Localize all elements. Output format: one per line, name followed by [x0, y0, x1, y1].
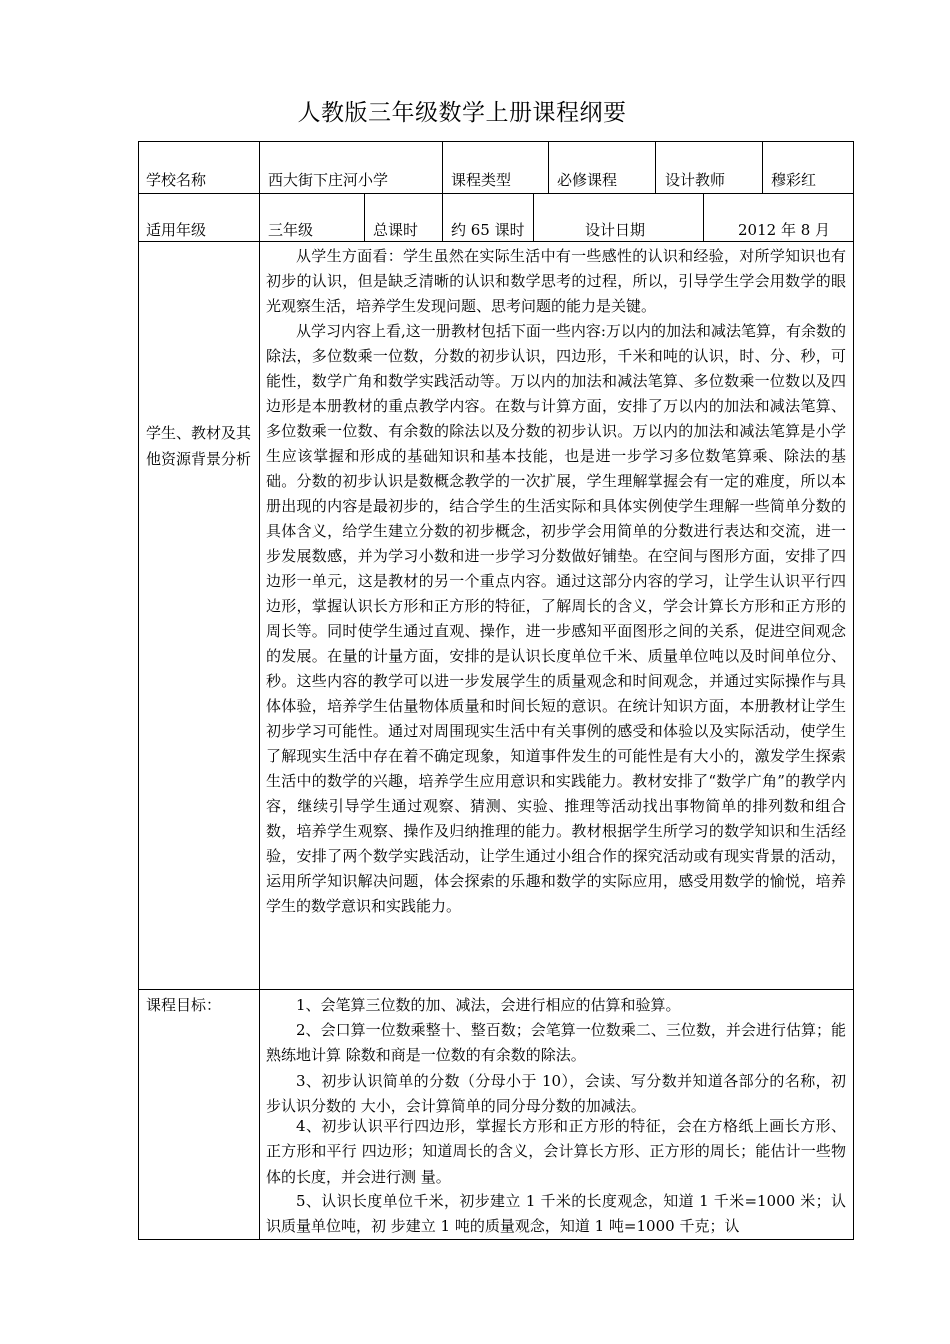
row-divider	[138, 989, 854, 990]
total-hours-label: 总课时	[373, 221, 419, 239]
column-divider	[762, 141, 763, 193]
course-type-value: 必修课程	[557, 171, 618, 189]
table-border-left	[138, 141, 139, 1240]
column-divider	[442, 141, 443, 193]
goal-item: 1、会笔算三位数的加、减法，会进行相应的估算和验算。	[296, 996, 681, 1014]
column-divider	[533, 193, 534, 241]
goal-item: 4、初步认识平行四边形，掌握长方形和正方形的特征，会在方格纸上画长方形、 正方形和平行 四边形；知道周长的含义，会计算长方形、正方形的周长；能估计一些物体的长度，并会进行测 量。	[266, 1117, 846, 1186]
design-date-label: 设计日期	[585, 221, 646, 239]
school-label: 学校名称	[146, 171, 207, 189]
total-hours-value: 约 65 课时	[451, 221, 525, 239]
goal-item: 5、认识长度单位千米，初步建立 1 千米的长度观念，知道 1 千米=1000 米；认识质量单位吨，初 步建立 1 吨的质量观念，知道 1 吨=1000 千克；认	[266, 1192, 846, 1236]
column-divider	[259, 141, 260, 1240]
column-divider	[703, 193, 704, 241]
grade-label: 适用年级	[146, 221, 207, 239]
table-border-bottom	[138, 1239, 854, 1240]
column-divider	[442, 193, 443, 241]
table-border-top	[138, 141, 854, 142]
teacher-label: 设计教师	[665, 171, 726, 189]
row-divider	[138, 193, 854, 194]
table-border-right	[853, 141, 854, 1240]
grade-value: 三年级	[268, 221, 314, 239]
design-date-value: 2012 年 8 月	[738, 221, 831, 239]
school-value: 西大街下庄河小学	[268, 171, 389, 189]
analysis-paragraph-students: 从学生方面看：学生虽然在实际生活中有一些感性的认识和经验，对所学知识也有初步的认识，但是缺乏清晰的认识和数学思考的过程，所以，引导学生学会用数学的眼光观察生活，培养学生发现问题、思考问题的能力是关键。	[266, 247, 846, 315]
analysis-paragraph-content: 从学习内容上看,这一册教材包括下面一些内容:万以内的加法和减法笔算，有余数的除法，多位数乘一位数，分数的初步认识，四边形，千米和吨的认识，时、分、秒，可能性，数学广角和数学实践活动等。万以内的加法和减法笔算、多位数乘一位数以及四边形是本册教材的重点教学内容。在数与计算方面，安排了万以内的加法和减法笔算、多位数乘一位数、有余数的除法以及分数的初步认识。万以内的加法和减法笔算是小学生应该掌握和形成的基础知识和基本技能，也是进一步学习多位数笔算乘、除法的基础。分数的初步认识是数概念教学的一次扩展，学生理解掌握会有一定的难度，所以本册出现的内容是最初步的，结合学生的生活实际和具体实例使学生理解一些简单分数的具体含义，给学生建立分数的初步概念，初步学会用简单的分数进行表达和交流，进一步发展数感，并为学习小数和进一步学习分数做好铺垫。在空间与图形方面，安排了四边形一单元，这是教材的另一个重点内容。通过这部分内容的学习，让学生认识平行四边形，掌握认识长方形和正方形的特征，了解周长的含义，学会计算长方形和正方形的周长等。同时使学生通过直观、操作，进一步感知平面图形之间的关系，促进空间观念的发展。在量的计量方面，安排的是认识长度单位千米、质量单位吨以及时间单位分、秒。这些内容的教学可以进一步发展学生的质量观念和时间观念，并通过实际操作与具体体验，培养学生估量物体质量和时间长短的意识。在统计知识方面，本册教材让学生初步学习可能性。通过对周围现实生活中有关事例的感受和体验以及实际活动，使学生了解现实生活中存在着不确定现象，知道事件发生的可能性是有大小的，激发学生探索生活中的数学的兴趣，培养学生应用意识和实践能力。教材安排了“数学广角”的教学内容，继续引导学生通过观察、猜测、实验、推理等活动找出事物简单的排列数和组合数，培养学生观察、操作及归纳推理的能力。教材根据学生所学习的数学知识和生活经验，安排了两个数学实践活动，让学生通过小组合作的探究活动或有现实背景的活动，运用所学知识解决问题，体会探索的乐趣和数学的实际应用，感受用数学的愉悦，培养学生的数学意识和实践能力。	[266, 322, 846, 915]
row-divider	[138, 241, 854, 242]
analysis-label: 学生、教材及其他资源背景分析	[146, 424, 252, 468]
teacher-value: 穆彩红	[771, 171, 817, 189]
column-divider	[364, 193, 365, 241]
goal-item: 3、初步认识简单的分数（分母小于 10），会读、写分数并知道各部分的名称，初步认识分数的 大小，会计算简单的同分母分数的加减法。	[266, 1072, 846, 1116]
page-title: 人教版三年级数学上册课程纲要	[297, 100, 627, 126]
goals-label: 课程目标：	[146, 996, 222, 1014]
column-divider	[655, 141, 656, 193]
column-divider	[548, 141, 549, 193]
goal-item: 2、会口算一位数乘整十、整百数；会笔算一位数乘二、三位数，并会进行估算；能熟练地计算 除数和商是一位数的有余数的除法。	[266, 1021, 846, 1065]
course-type-label: 课程类型	[451, 171, 512, 189]
